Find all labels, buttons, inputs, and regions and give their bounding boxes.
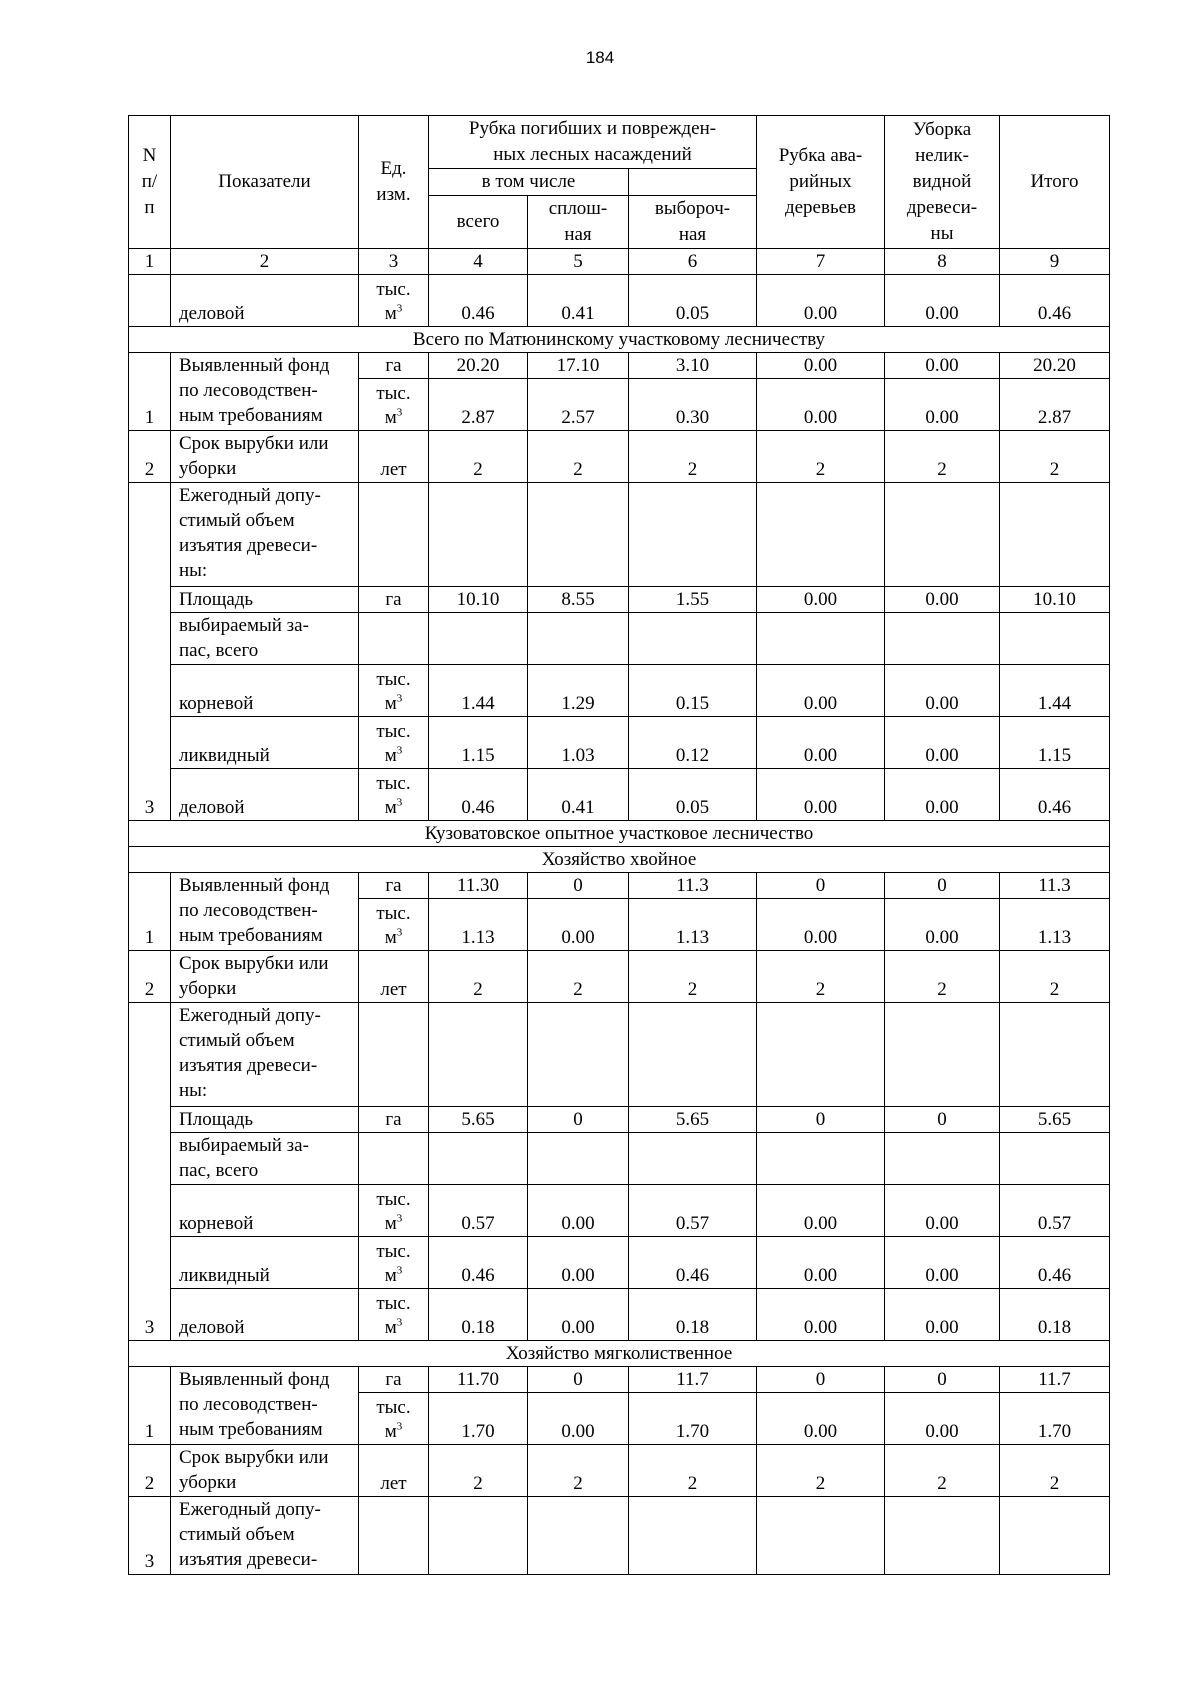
row-number: 2 [129, 951, 171, 1003]
table-row: ликвидный тыс. $м^3$ 1.15 1.03 0.12 0.00 0.00 1.15 [129, 717, 1110, 769]
table-row: деловой тыс. $м^3$ 0.18 0.00 0.18 0.00 0.00 0.18 [129, 1289, 1110, 1341]
unit-cell: тыс. $м^3$ [359, 899, 429, 951]
unit-cell: тыс. $м^3$ [359, 1393, 429, 1445]
colnum: 4 [429, 249, 528, 275]
table-row: 2 Срок вырубки или уборки лет 2 2 2 2 2 2 [129, 1445, 1110, 1497]
row-label: корневой [171, 665, 359, 717]
unit-cell: тыс. $м^3$ [359, 275, 429, 327]
row-number: 2 [129, 431, 171, 483]
header-col-cleanup: Уборка нелик- видной древеси- ны [885, 116, 1000, 249]
section-title: Кузоватовское опытное участковое лесничество [129, 821, 1110, 847]
table-row: 2 Срок вырубки или уборки лет 2 2 2 2 2 2 [129, 431, 1110, 483]
table-row: 1 Выявленный фонд по лесоводствен- ным требованиям га 20.20 17.10 3.10 0.00 0.00 20.20 [129, 353, 1110, 379]
header-col-unit: Ед. изм. [359, 116, 429, 249]
table-row: тыс. $м^3$ 1.13 0.00 1.13 0.00 0.00 1.13 [129, 899, 1110, 951]
row-number: 3 [129, 1497, 171, 1575]
table-row: ликвидный тыс. $м^3$ 0.46 0.00 0.46 0.00 0.00 0.46 [129, 1237, 1110, 1289]
unit-cell: тыс. $м^3$ [359, 1289, 429, 1341]
table-row: тыс. $м^3$ 2.87 2.57 0.30 0.00 0.00 2.87 [129, 379, 1110, 431]
table-row: деловой тыс. $м^3$ 0.46 0.41 0.05 0.00 0.00 0.46 [129, 275, 1110, 327]
table-row: 1 Выявленный фонд по лесоводствен- ным требованиям га 11.70 0 11.7 0 0 11.7 [129, 1367, 1110, 1393]
colnum: 3 [359, 249, 429, 275]
row-number: 3 [129, 483, 171, 821]
page-number: 184 [585, 48, 615, 67]
header-col-indicator: Показатели [171, 116, 359, 249]
row-label: корневой [171, 1185, 359, 1237]
header-col-num: N п/ п [129, 116, 171, 249]
unit-cell: тыс. $м^3$ [359, 665, 429, 717]
row-number: 1 [129, 873, 171, 951]
row-label: Выявленный фонд по лесоводствен- ным требованиям [171, 353, 359, 431]
table-row: 1 Выявленный фонд по лесоводствен- ным требованиям га 11.30 0 11.3 0 0 11.3 [129, 873, 1110, 899]
section-subtitle: Хозяйство хвойное [129, 847, 1110, 873]
header-group-dead: Рубка погибших и поврежден- ных лесных насаждений [429, 116, 757, 169]
colnum: 5 [528, 249, 629, 275]
table-row: 2 Срок вырубки или уборки лет 2 2 2 2 2 2 [129, 951, 1110, 1003]
row-label: Выявленный фонд по лесоводствен- ным требованиям [171, 873, 359, 951]
unit-cell: тыс. $м^3$ [359, 379, 429, 431]
section-title: Всего по Матюнинскому участковому лесничеству [129, 327, 1110, 353]
header-col-clear: сплош- ная [528, 196, 629, 249]
row-label: выбираемый за- пас, всего [171, 613, 359, 665]
table-row: тыс. $м^3$ 1.70 0.00 1.70 0.00 0.00 1.70 [129, 1393, 1110, 1445]
table-row [129, 483, 1110, 587]
forest-indicators-table [128, 115, 1110, 1575]
row-number: 1 [129, 1367, 171, 1445]
unit-cell: тыс. $м^3$ [359, 1185, 429, 1237]
table-row: корневой тыс. $м^3$ 1.44 1.29 0.15 0.00 0.00 1.44 [129, 665, 1110, 717]
table-row [129, 1003, 1110, 1107]
colnum: 6 [629, 249, 757, 275]
row-label: Ежегодный допу- стимый объем изъятия древеси- [171, 1497, 359, 1575]
row-label: Ежегодный допу- стимый объем изъятия древеси- ны: [171, 1003, 359, 1107]
header-sub-incl: в том числе [429, 169, 629, 196]
table-row [129, 1497, 1110, 1575]
row-number: 2 [129, 1445, 171, 1497]
header-col-emergency: Рубка ава- рийных деревьев [757, 116, 885, 249]
table-row: Площадь га 10.10 8.55 1.55 0.00 0.00 10.10 [129, 587, 1110, 613]
colnum: 8 [885, 249, 1000, 275]
colnum: 1 [129, 249, 171, 275]
row-number: 3 [129, 1003, 171, 1341]
row-label: деловой [171, 1289, 359, 1341]
colnum: 2 [171, 249, 359, 275]
table-row: корневой тыс. $м^3$ 0.57 0.00 0.57 0.00 0.00 0.57 [129, 1185, 1110, 1237]
colnum: 7 [757, 249, 885, 275]
table-row [129, 613, 1110, 665]
header-col-select: выбороч- ная [629, 196, 757, 249]
colnum: 9 [1000, 249, 1110, 275]
row-label: Срок вырубки или уборки [171, 1445, 359, 1497]
section-subtitle: Хозяйство мягколиственное [129, 1341, 1110, 1367]
column-number-row [129, 249, 1110, 275]
table-row: Площадь га 5.65 0 5.65 0 0 5.65 [129, 1107, 1110, 1133]
row-number: 1 [129, 353, 171, 431]
row-label: деловой [171, 275, 359, 327]
row-label: Площадь [171, 1107, 359, 1133]
row-label: деловой [171, 769, 359, 821]
row-label: ликвидный [171, 1237, 359, 1289]
header-col-itogo: Итого [1000, 116, 1110, 249]
row-label: выбираемый за- пас, всего [171, 1133, 359, 1185]
table-row [129, 1133, 1110, 1185]
row-label: Срок вырубки или уборки [171, 951, 359, 1003]
header-col-total: всего [429, 196, 528, 249]
unit-cell: тыс. $м^3$ [359, 769, 429, 821]
row-label: Срок вырубки или уборки [171, 431, 359, 483]
row-label: Площадь [171, 587, 359, 613]
row-label: Ежегодный допу- стимый объем изъятия древеси- ны: [171, 483, 359, 587]
row-label: Выявленный фонд по лесоводствен- ным требованиям [171, 1367, 359, 1445]
row-label: ликвидный [171, 717, 359, 769]
unit-cell: тыс. $м^3$ [359, 717, 429, 769]
table-row: деловой тыс. $м^3$ 0.46 0.41 0.05 0.00 0.00 0.46 [129, 769, 1110, 821]
unit-cell: тыс. $м^3$ [359, 1237, 429, 1289]
